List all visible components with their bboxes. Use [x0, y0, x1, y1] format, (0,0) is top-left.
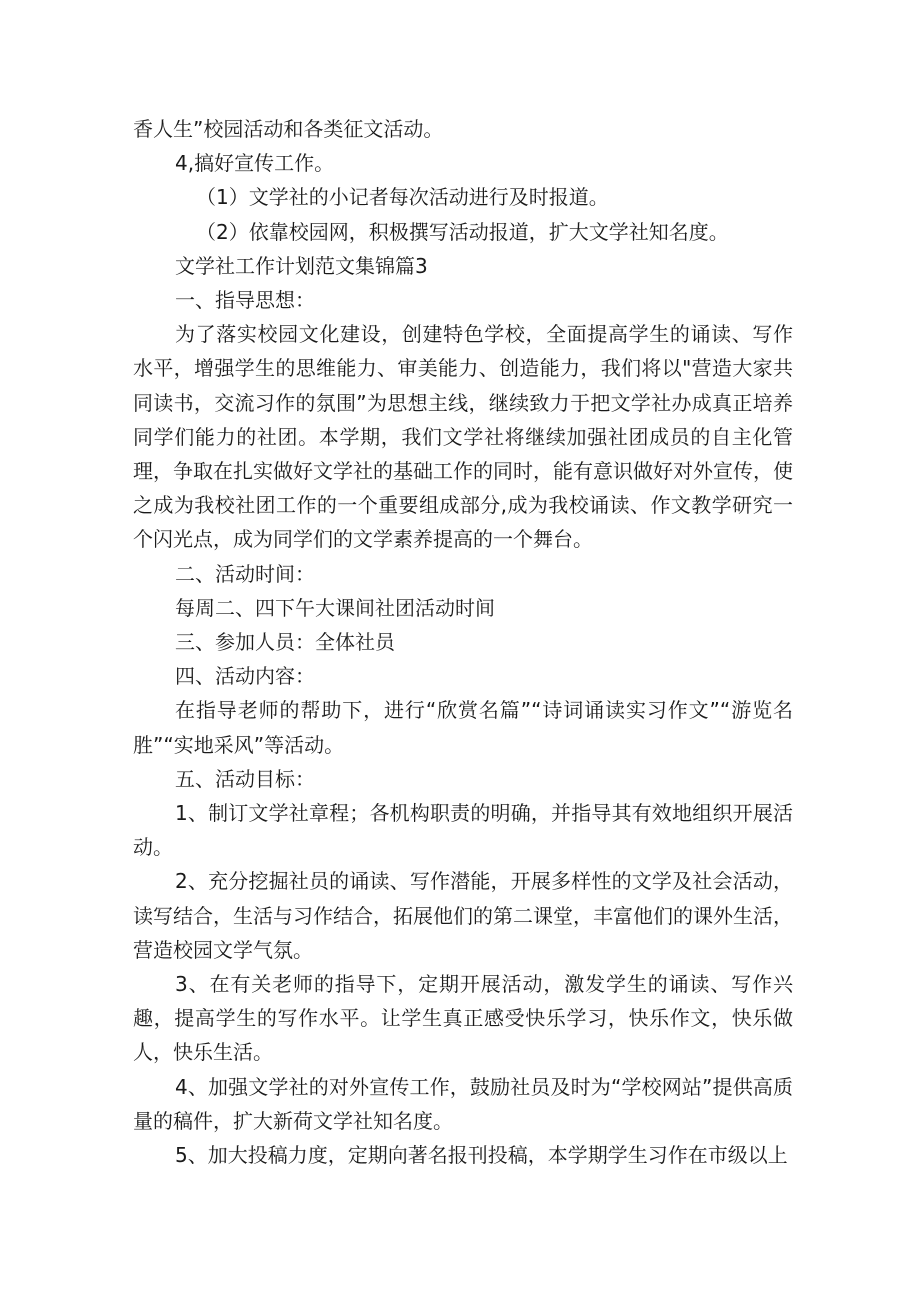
article-title: 文学社工作计划范文集锦篇3	[175, 253, 428, 278]
list-item-campus-network: （2）依靠校园网，积极撰写活动报道，扩大文学社知名度。	[196, 219, 729, 244]
goal-item-1: 1、制订文学社章程；各机构职责的明确，并指导其有效地组织开展活动。	[133, 801, 793, 860]
paragraph-activity-content: 在指导老师的帮助下，进行“欣赏名篇”“诗词诵读实习作文”“游览名胜”“实地采风”等活动。	[133, 698, 793, 757]
section-heading-activity-time: 二、活动时间：	[175, 561, 315, 586]
section-heading-activity-content: 四、活动内容：	[175, 664, 315, 689]
section-heading-activity-goals: 五、活动目标：	[175, 766, 315, 791]
goal-item-4: 4、加强文学社的对外宣传工作，鼓励社员及时为“学校网站”提供高质量的稿件，扩大新荷文学社知名度。	[133, 1074, 793, 1133]
section-heading-guiding-thought: 一、指导思想：	[175, 288, 315, 313]
goal-item-5: 5、加大投稿力度，定期向著名报刊投稿，本学期学生习作在市级以上	[175, 1143, 788, 1168]
document-body	[133, 112, 793, 1172]
goal-item-3: 3、在有关老师的指导下，定期开展活动，激发学生的诵读、写作兴趣，提高学生的写作水平。让学生真正感受快乐学习，快乐作文，快乐做人，快乐生活。	[133, 972, 793, 1065]
goal-item-2: 2、充分挖掘社员的诵读、写作潜能，开展多样性的文学及社会活动，读写结合，生活与习作结合，拓展他们的第二课堂，丰富他们的课外生活，营造校园文学气氛。	[133, 869, 793, 962]
list-item-reporters: （1）文学社的小记者每次活动进行及时报道。	[196, 185, 609, 210]
paragraph-activity-time: 每周二、四下午大课间社团活动时间	[175, 595, 495, 620]
section-heading-participants: 三、参加人员：全体社员	[175, 630, 395, 655]
paragraph-guiding-thought: 为了落实校园文化建设，创建特色学校，全面提高学生的诵读、写作水平，增强学生的思维能力、审美能力、创造能力，我们将以"营造大家共同读书，交流习作的氛围”为思想主线，继续致力于把文学社办成真正培养同学们能力的社团。本学期，我们文学社将继续加强社团成员的自主化管理，争取在扎实做好文学社的基础工作的同时，能有意识做好对外宣传，使之成为我校社团工作的一个重要组成部分,成为我校诵读、作文教学研究一个闪光点，成为同学们的文学素养提高的一个舞台。	[133, 322, 793, 552]
paragraph-continuation: 香人生”校园活动和各类征文活动。	[133, 117, 444, 141]
section-heading-publicity: 4,搞好宣传工作。	[175, 151, 335, 176]
